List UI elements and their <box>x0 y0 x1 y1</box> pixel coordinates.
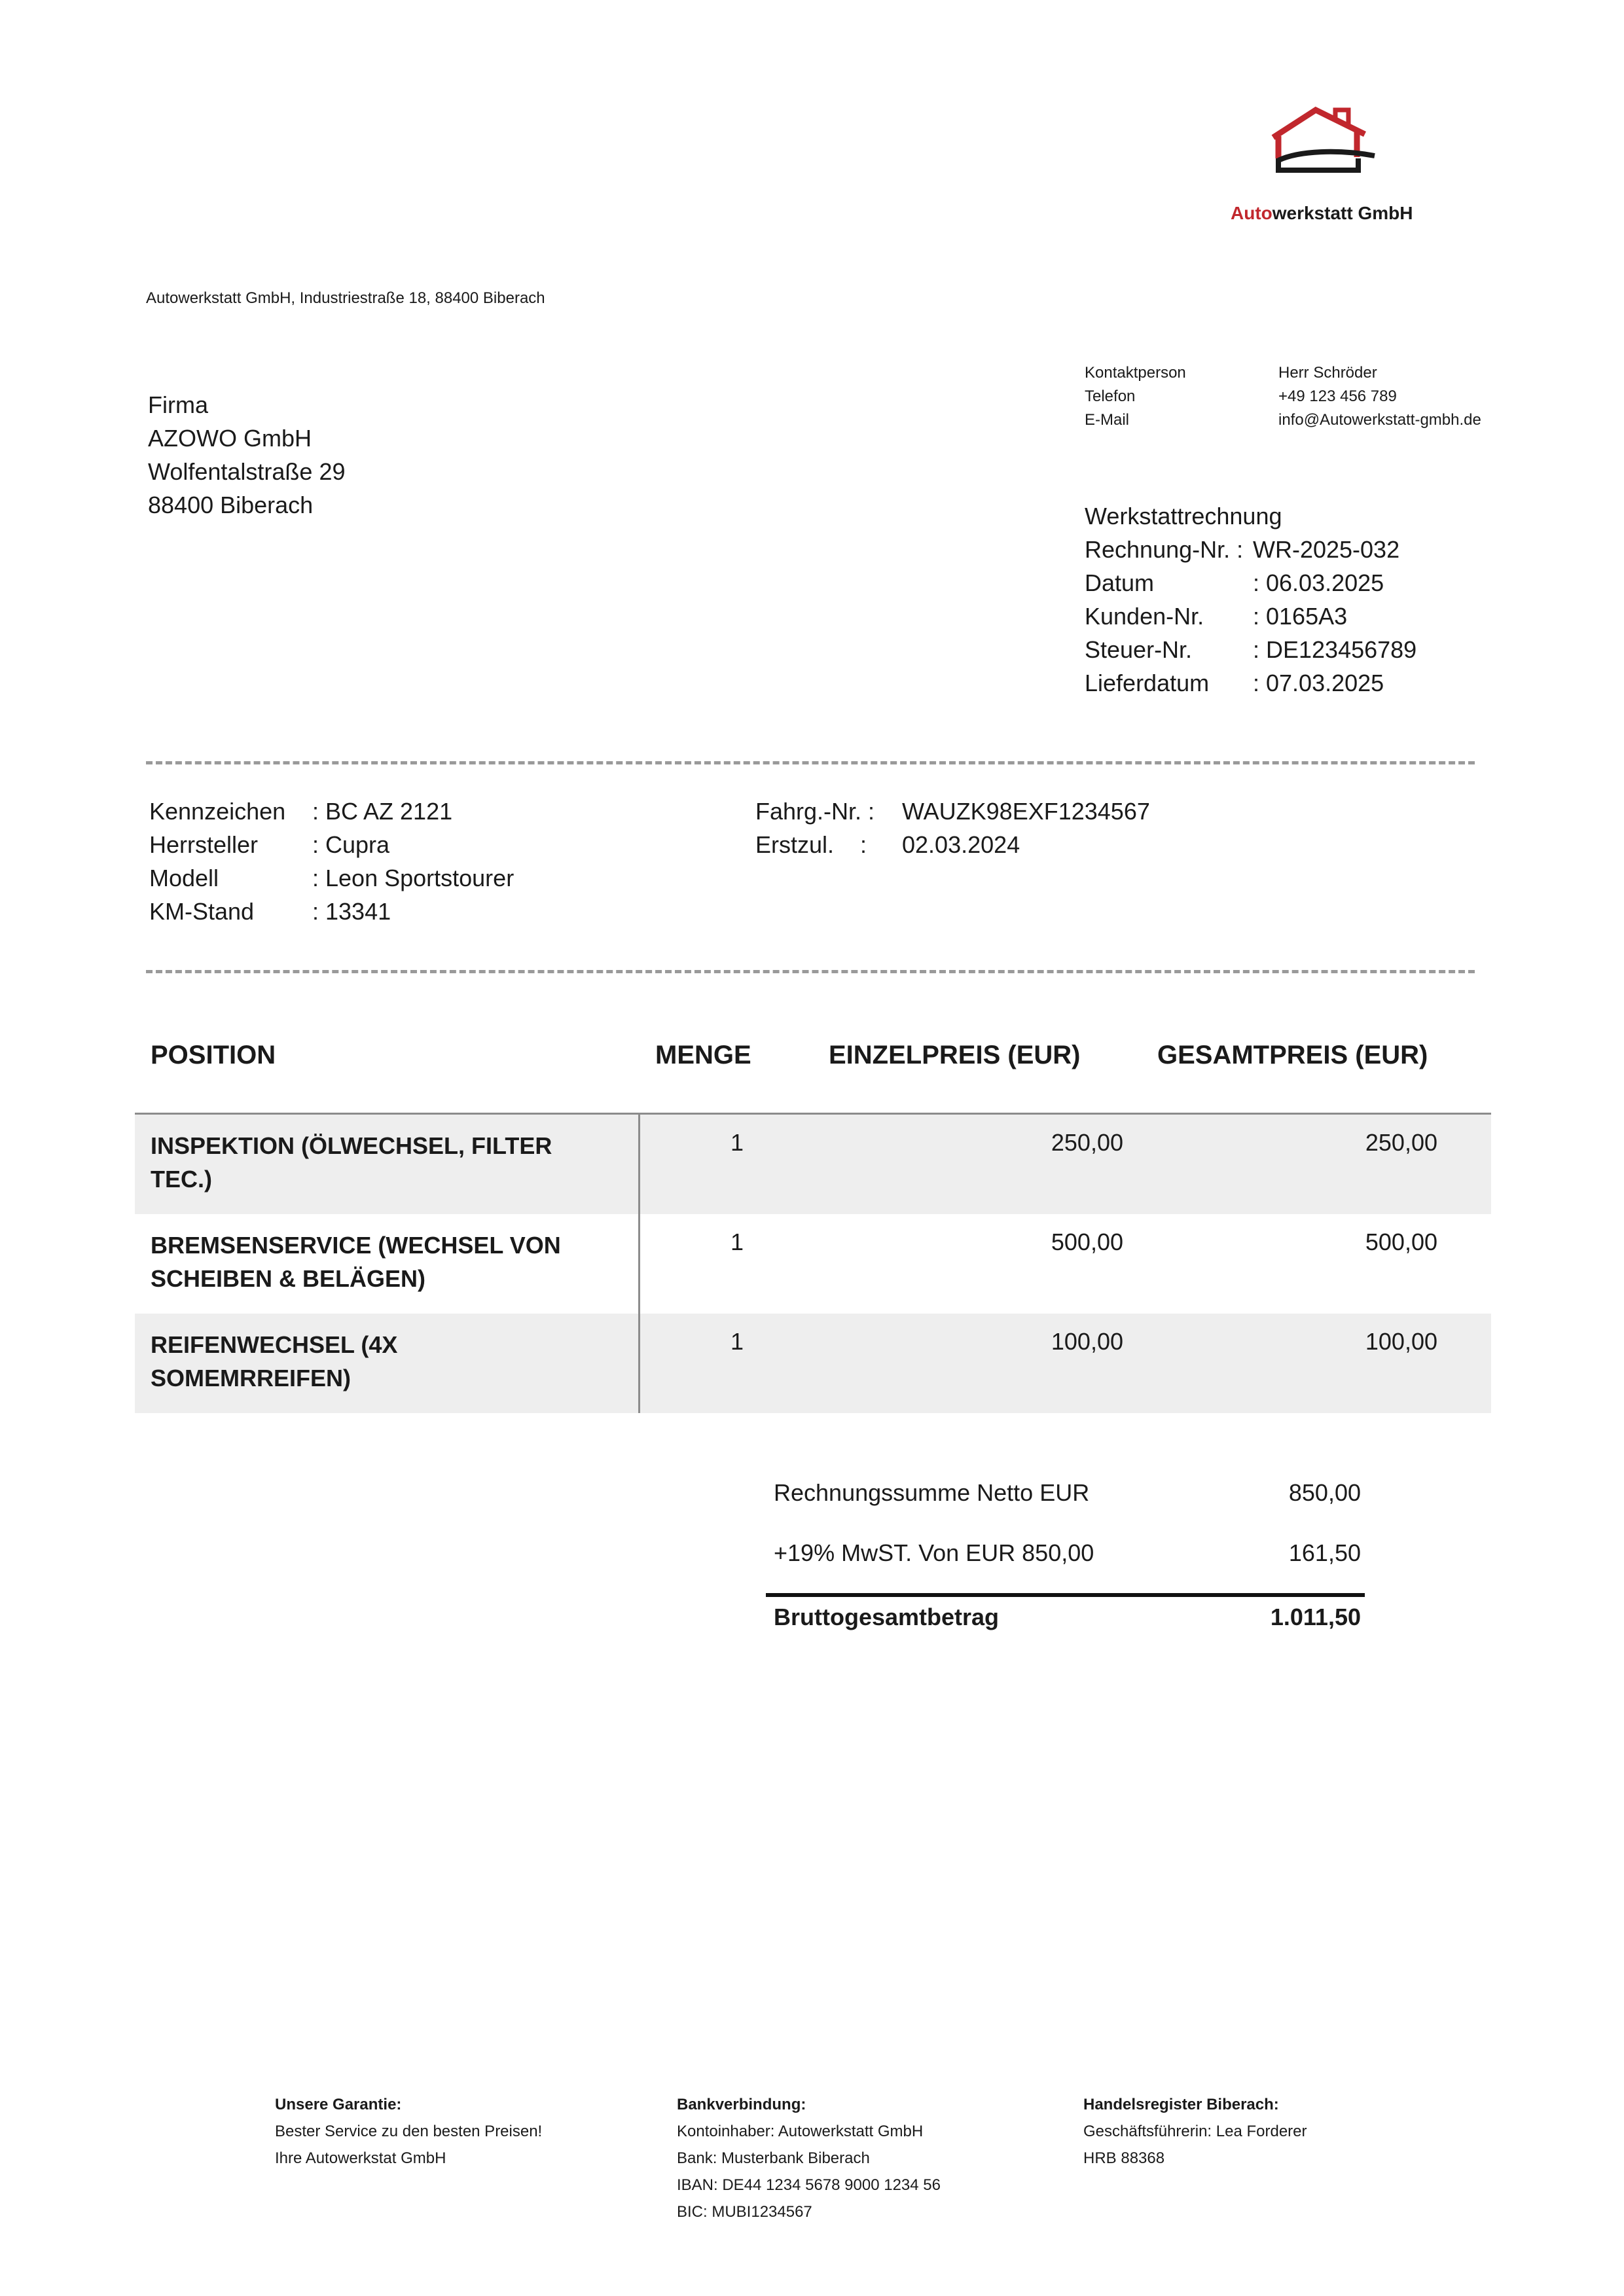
cell-gesamtpreis: 250,00 <box>1365 1129 1437 1156</box>
vehicle-row <box>149 828 514 861</box>
table-header <box>135 1041 1491 1113</box>
netto-label: Rechnungssumme Netto EUR <box>774 1479 1090 1506</box>
mwst-value: 161,50 <box>1288 1539 1361 1566</box>
vehicle-row <box>755 828 1150 861</box>
column-header-gesamtpreis: GESAMTPREIS (EUR) <box>1157 1041 1428 1069</box>
cell-position: BREMSENSERVICE (WECHSEL VON SCHEIBEN & BELÄGEN) <box>151 1232 561 1292</box>
vehicle-label: Kennzeichen <box>149 798 286 825</box>
cell-gesamtpreis: 100,00 <box>1365 1328 1437 1355</box>
contact-row <box>1085 361 1481 385</box>
vehicle-label: Modell <box>149 865 219 891</box>
footer-line: Bank: Musterbank Biberach <box>677 2149 870 2167</box>
vehicle-info-right <box>755 795 1150 861</box>
column-header-menge: MENGE <box>655 1041 751 1069</box>
logo-wordmark <box>1231 203 1413 224</box>
invoice-field-label: Lieferdatum <box>1085 670 1210 696</box>
footer-heading: Handelsregister Biberach: <box>1083 2096 1279 2113</box>
invoice-field-row <box>1085 566 1416 600</box>
invoice-field-label: Datum <box>1085 569 1155 596</box>
contact-row <box>1085 385 1481 408</box>
recipient-line: Firma <box>148 391 208 418</box>
vehicle-label: Herrsteller <box>149 831 259 858</box>
cell-menge: 1 <box>730 1328 744 1355</box>
invoice-field-row <box>1085 666 1416 700</box>
table-body <box>135 1115 1491 1413</box>
brutto-label: Bruttogesamtbetrag <box>774 1604 1000 1630</box>
column-divider <box>638 1115 640 1413</box>
table-row <box>135 1214 1491 1314</box>
company-logo <box>1231 105 1413 236</box>
totals-block <box>766 1473 1365 1657</box>
vehicle-value: : 13341 <box>312 898 391 925</box>
vehicle-label: Erstzul. : <box>755 831 867 858</box>
mwst-label: +19% MwST. Von EUR 850,00 <box>774 1539 1094 1566</box>
footer-line: HRB 88368 <box>1083 2149 1165 2167</box>
contact-label: E-Mail <box>1085 411 1130 429</box>
invoice-field-row <box>1085 533 1416 566</box>
invoice-meta <box>1085 499 1416 700</box>
vehicle-label: KM-Stand <box>149 898 255 925</box>
table-row <box>135 1314 1491 1413</box>
dashed-divider <box>146 761 1475 764</box>
contact-value: +49 123 456 789 <box>1278 387 1397 405</box>
vehicle-value: : BC AZ 2121 <box>312 798 453 825</box>
logo-text-dark: werkstatt GmbH <box>1272 203 1413 223</box>
contact-label: Kontaktperson <box>1085 364 1186 382</box>
vehicle-info-left <box>149 795 514 928</box>
netto-value: 850,00 <box>1288 1479 1361 1506</box>
footer-line: Kontoinhaber: Autowerkstatt GmbH <box>677 2123 924 2140</box>
contact-value: Herr Schröder <box>1278 364 1377 382</box>
totals-row-brutto <box>766 1597 1365 1657</box>
vehicle-row <box>755 795 1150 828</box>
column-header-position: POSITION <box>151 1041 276 1069</box>
cell-position: REIFENWECHSEL (4X SOMEMRREIFEN) <box>151 1331 398 1391</box>
invoice-field-value: : 07.03.2025 <box>1253 670 1384 696</box>
footer-heading: Unsere Garantie: <box>275 2096 402 2113</box>
invoice-field-value: : 06.03.2025 <box>1253 569 1384 596</box>
footer-guarantee <box>275 2091 542 2172</box>
cell-menge: 1 <box>730 1229 744 1255</box>
table-row <box>135 1115 1491 1214</box>
vehicle-row <box>149 895 514 928</box>
footer-bank <box>677 2091 941 2225</box>
cell-einzelpreis: 100,00 <box>1051 1328 1123 1355</box>
dashed-divider <box>146 970 1475 973</box>
invoice-field-row <box>1085 600 1416 633</box>
cell-einzelpreis: 500,00 <box>1051 1229 1123 1255</box>
items-table <box>135 1041 1491 1413</box>
footer-line: IBAN: DE44 1234 5678 9000 1234 56 <box>677 2176 941 2194</box>
vehicle-value: : Leon Sportstourer <box>312 865 514 891</box>
cell-gesamtpreis: 500,00 <box>1365 1229 1437 1255</box>
recipient-line: Wolfentalstraße 29 <box>148 458 346 485</box>
vehicle-label: Fahrg.-Nr. : <box>755 798 875 825</box>
cell-einzelpreis: 250,00 <box>1051 1129 1123 1156</box>
vehicle-row <box>149 795 514 828</box>
totals-row-netto <box>766 1473 1365 1533</box>
invoice-field-value: : DE123456789 <box>1253 636 1417 663</box>
invoice-field-label: Rechnung-Nr. : <box>1085 536 1244 563</box>
vehicle-value: : Cupra <box>312 831 390 858</box>
invoice-field-value: : 0165A3 <box>1253 603 1348 630</box>
footer-line: Bester Service zu den besten Preisen! <box>275 2123 543 2140</box>
sender-address-line: Autowerkstatt GmbH, Industriestraße 18, 88400 Biberach <box>146 289 545 307</box>
invoice-field-row <box>1085 633 1416 666</box>
contact-email[interactable]: info@Autowerkstatt-gmbh.de <box>1278 411 1481 429</box>
cell-menge: 1 <box>730 1129 744 1156</box>
recipient-line: 88400 Biberach <box>148 492 314 518</box>
logo-text-red: Auto <box>1231 203 1272 223</box>
contact-block <box>1085 361 1481 432</box>
invoice-field-label: Steuer-Nr. <box>1085 636 1193 663</box>
vehicle-row <box>149 861 514 895</box>
contact-row <box>1085 408 1481 432</box>
recipient-line: AZOWO GmbH <box>148 425 312 452</box>
footer-register <box>1083 2091 1307 2172</box>
footer-heading: Bankverbindung: <box>677 2096 806 2113</box>
totals-row-mwst <box>766 1533 1365 1593</box>
invoice-field-label: Kunden-Nr. <box>1085 603 1204 630</box>
column-header-einzelpreis: EINZELPREIS (EUR) <box>829 1041 1081 1069</box>
invoice-field-value: WR-2025-032 <box>1253 536 1400 563</box>
recipient-address <box>148 388 345 522</box>
footer-line: Ihre Autowerkstat GmbH <box>275 2149 446 2167</box>
house-car-logo-icon <box>1267 105 1378 183</box>
contact-label: Telefon <box>1085 387 1136 405</box>
vehicle-value: 02.03.2024 <box>902 831 1020 858</box>
footer-line: Geschäftsführerin: Lea Forderer <box>1083 2123 1307 2140</box>
vehicle-value: WAUZK98EXF1234567 <box>902 798 1150 825</box>
invoice-title: Werkstattrechnung <box>1085 503 1282 529</box>
footer-line: BIC: MUBI1234567 <box>677 2203 812 2221</box>
cell-position: INSPEKTION (ÖLWECHSEL, FILTER TEC.) <box>151 1132 552 1193</box>
brutto-value: 1.011,50 <box>1270 1604 1361 1630</box>
